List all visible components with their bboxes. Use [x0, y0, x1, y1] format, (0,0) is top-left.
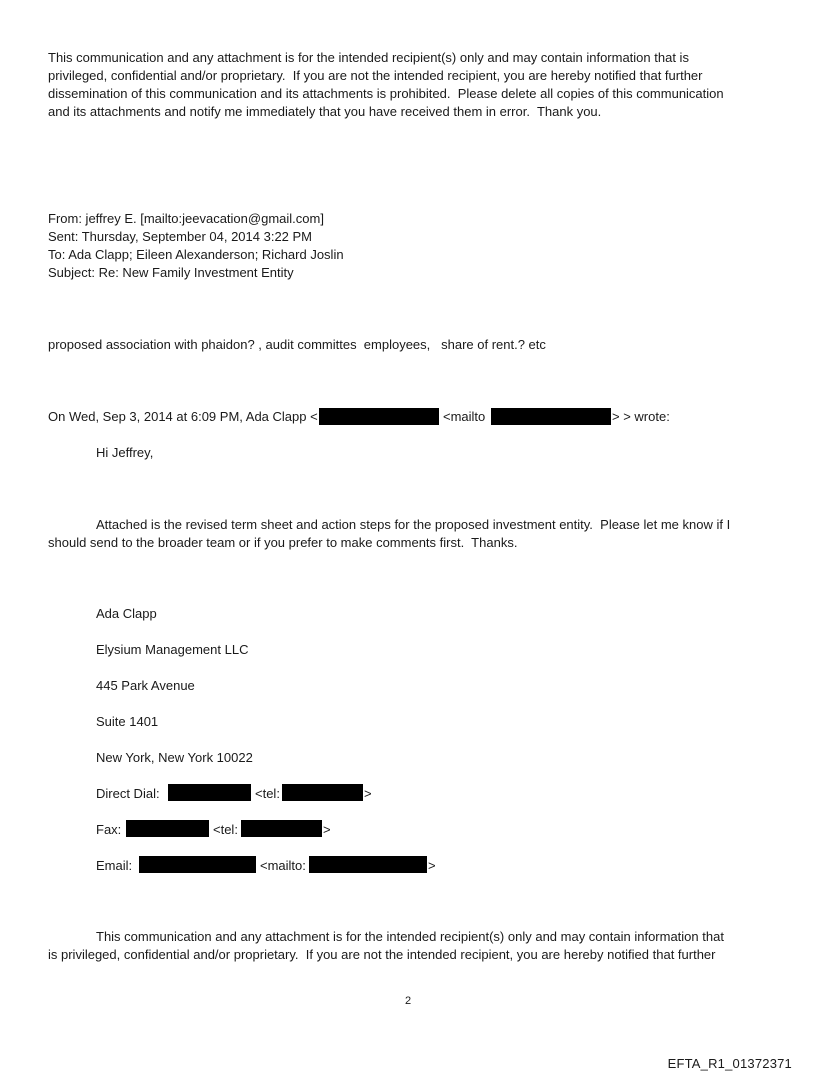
- close-bracket: >: [428, 858, 436, 873]
- close-bracket: >: [323, 822, 331, 837]
- fax-label: Fax:: [96, 822, 122, 837]
- redaction-box: [491, 408, 611, 425]
- disclaimer-bottom-line: is privileged, confidential and/or proprietary. If you are not the intended recipient, you are hereby notified that further: [48, 947, 716, 962]
- redaction-box: [282, 784, 363, 801]
- close-bracket: >: [364, 786, 372, 801]
- bates-number: EFTA_R1_01372371: [667, 1056, 792, 1071]
- disclaimer-top-line: and its attachments and notify me immediately that you have received them in error. Thank you.: [48, 104, 602, 119]
- redaction-box: [319, 408, 439, 425]
- signature-company: Elysium Management LLC: [96, 642, 249, 657]
- disclaimer-top-line: This communication and any attachment is for the intended recipient(s) only and may contain information that is: [48, 50, 689, 65]
- signature-address: 445 Park Avenue: [96, 678, 195, 693]
- redaction-box: [309, 856, 427, 873]
- message-line: Attached is the revised term sheet and action steps for the proposed investment entity. Please let me know if I: [96, 517, 731, 532]
- redaction-box: [126, 820, 209, 837]
- mailto-prefix: <mailto:: [260, 858, 306, 873]
- redaction-box: [168, 784, 251, 801]
- header-to: To: Ada Clapp; Eileen Alexanderson; Richard Joslin: [48, 247, 344, 262]
- quote-intro-prefix: On Wed, Sep 3, 2014 at 6:09 PM, Ada Clapp <: [48, 409, 318, 424]
- page-number: 2: [404, 995, 412, 1007]
- header-subject: Subject: Re: New Family Investment Entity: [48, 265, 294, 280]
- direct-dial-label: Direct Dial:: [96, 786, 160, 801]
- email-label: Email:: [96, 858, 133, 873]
- header-from: From: jeffrey E. [mailto:jeevacation@gmail.com]: [48, 211, 324, 226]
- quote-intro-suffix: > > wrote:: [612, 409, 670, 424]
- redaction-box: [241, 820, 322, 837]
- disclaimer-top-line: dissemination of this communication and its attachments is prohibited. Please delete all copies of this communication: [48, 86, 724, 101]
- quote-intro-mailto: <mailto: [443, 409, 486, 424]
- redaction-box: [139, 856, 256, 873]
- tel-prefix: <tel:: [255, 786, 280, 801]
- signature-city: New York, New York 10022: [96, 750, 253, 765]
- signature-suite: Suite 1401: [96, 714, 159, 729]
- header-sent: Sent: Thursday, September 04, 2014 3:22 PM: [48, 229, 313, 244]
- message-line: should send to the broader team or if you prefer to make comments first. Thanks.: [48, 535, 518, 550]
- tel-prefix: <tel:: [213, 822, 238, 837]
- signature-name: Ada Clapp: [96, 606, 157, 621]
- reply-body: proposed association with phaidon? , audit committes employees, share of rent.? etc: [48, 337, 546, 352]
- disclaimer-top-line: privileged, confidential and/or proprietary. If you are not the intended recipient, you are hereby notified that further: [48, 68, 703, 83]
- disclaimer-bottom-line: This communication and any attachment is for the intended recipient(s) only and may contain information that: [96, 929, 724, 944]
- greeting: Hi Jeffrey,: [96, 445, 154, 460]
